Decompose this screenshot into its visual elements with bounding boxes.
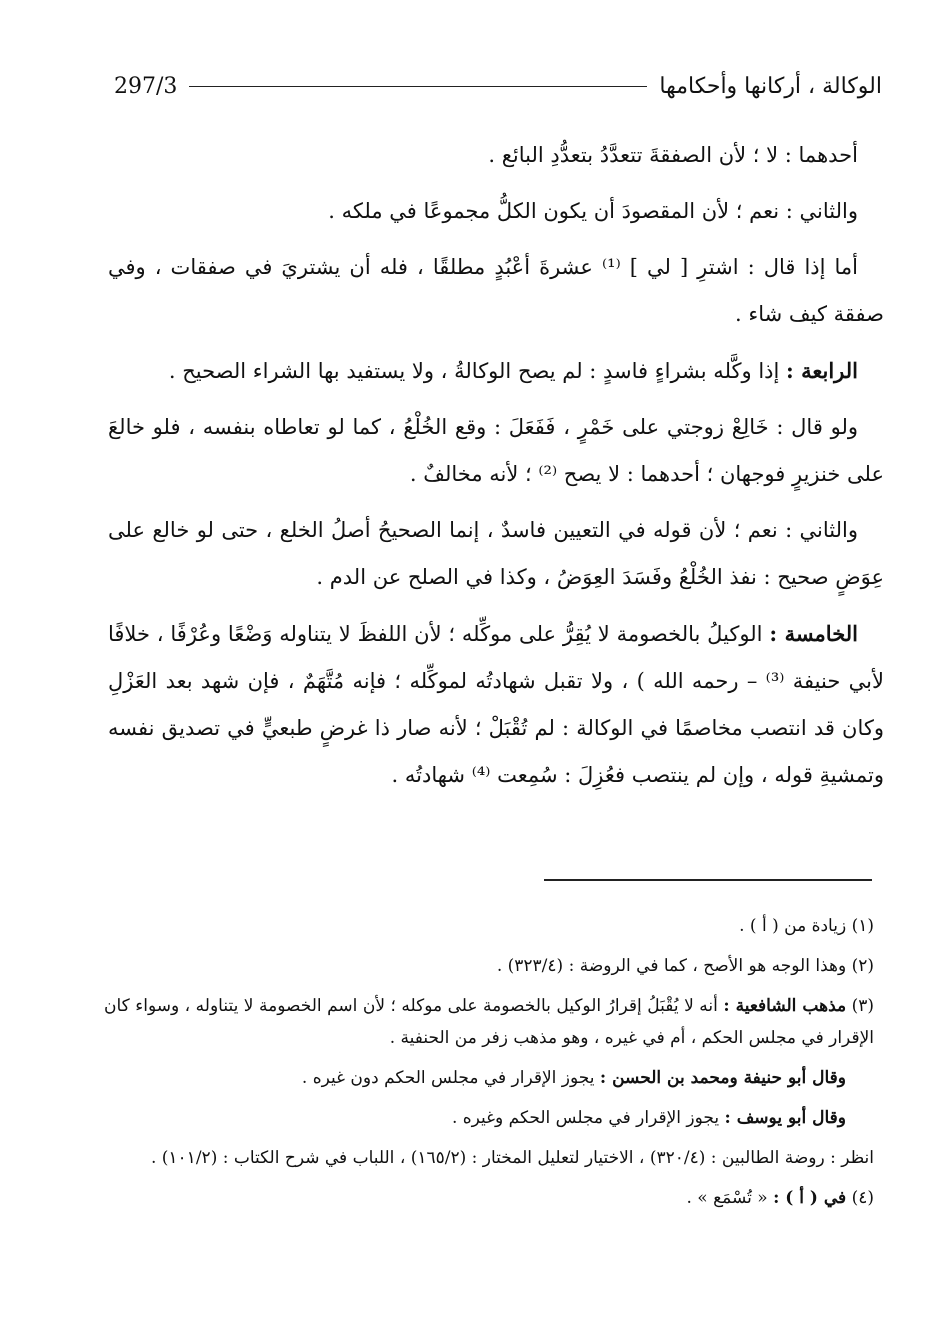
chapter-title: الوكالة ، أركانها وأحكامها (659, 73, 882, 99)
header-rule (189, 86, 647, 87)
footnote-4-number: (٤) (851, 1188, 874, 1208)
paragraph-ten-slaves: أما إذا قال : اشترِ [ لي ] ⁽¹⁾ عشرةَ أعْبُدٍ مطلقًا ، فله أن يشتريَ في صفقات ، وفي صفقة كيف شاء . (108, 255, 884, 326)
issue-heading-fifth: الخامسة : (769, 621, 858, 646)
paragraph-fourth-issue (108, 347, 884, 395)
footnote-4-heading: في ( أ ) : (773, 1188, 847, 1208)
paragraph-fifth-issue (108, 610, 884, 799)
footnote-3 (104, 990, 874, 1054)
footnote-3-hanafi (104, 1062, 874, 1094)
footnote-3-hanafi-text: يجوز الإقرار في مجلس الحكم دون غيره . (301, 1068, 595, 1088)
issue-text-fourth: إذا وكَّله بشراءٍ فاسدٍ : لم يصح الوكالةُ ، ولا يستفيد بها الشراء الصحيح . (168, 359, 780, 383)
footnote-3-text: أنه لا يُقْبَلُ إقرارُ الوكيل بالخصومة على موكله ؛ لأن اسم الخصومة لا يتناوله ، وسواء كان الإقرار في مجلس الحكم ، أم في غيره ، وهو مذهب زفر من الحنفية . (104, 996, 874, 1048)
page-number: 297/3 (114, 73, 178, 99)
footnote-3-abu-yusuf (104, 1102, 874, 1134)
running-header (114, 66, 882, 106)
footnote-3-number: (٣) (851, 996, 874, 1016)
issue-heading-fourth: الرابعة : (786, 358, 858, 383)
footnotes (104, 910, 874, 1222)
footnote-1: (١) زيادة من ( أ ) . (739, 916, 874, 936)
footnote-4 (104, 1182, 874, 1214)
paragraph-khul-second-view: والثاني : نعم ؛ لأن قوله في التعيين فاسدٌ ، إنما الصحيحُ أصلُ الخلع ، حتى لو خالع على عِوَضٍ صحيح : نفذ الخُلْعُ وفَسَدَ العِوَضُ ، وكذا في الصلح عن الدم . (108, 518, 884, 589)
main-text (108, 132, 884, 808)
footnote-3-heading: مذهب الشافعية : (723, 996, 847, 1016)
footnote-3-hanafi-heading: وقال أبو حنيفة ومحمد بن الحسن : (599, 1068, 846, 1088)
footnote-3-abu-yusuf-heading: وقال أبو يوسف : (724, 1108, 846, 1128)
footnote-3-abu-yusuf-text: يجوز الإقرار في مجلس الحكم وغيره . (451, 1108, 720, 1128)
footnote-separator (544, 879, 872, 881)
paragraph-second-view: والثاني : نعم ؛ لأن المقصودَ أن يكون الكلُّ مجموعًا في ملكه . (328, 199, 858, 223)
footnote-4-text: « تُسْمَع » . (686, 1188, 768, 1208)
issue-text-fifth: الوكيلُ بالخصومة لا يُقِرُّ على موكِّله ؛ لأن اللفظَ لا يتناوله وَضْعًا وعُرْفًا ، خلافًا لأبي حنيفة ⁽³⁾ – رحمه الله ) ، ولا تقبل شهادتُه لموكِّله ؛ فإنه مُتَّهَمٌ ، فإن شهد بعد العَزْلِ وكان قد انتصب مخاصمًا في الوكالة : لم تُقْبَلْ ؛ لأنه صار ذا غرضٍ طبعيٍّ في تصديق نفسه وتمشيةِ قوله ، وإن لم ينتصب فعُزِلَ : سُمِعت ⁽⁴⁾ شهادتُه . (108, 622, 885, 787)
paragraph-first-view: أحدهما : لا ؛ لأن الصفقةَ تتعدَّدُ بتعدُّدِ البائع . (488, 143, 858, 167)
footnote-2: (٢) وهذا الوجه هو الأصح ، كما في الروضة : (٣٢٣/٤) . (496, 956, 874, 976)
footnote-3-references: انظر : روضة الطالبين : (٣٢٠/٤) ، الاختيار لتعليل المختار : (١٦٥/٢) ، اللباب في شرح الكتاب : (١٠١/٢) . (150, 1148, 874, 1168)
paragraph-khul-wine: ولو قال : خَالِعْ زوجتي على خَمْرٍ ، فَفَعَلَ : وقع الخُلْعُ ، كما لو تعاطاه بنفسه ، فلو خالعَ على خنزيرٍ فوجهان ؛ أحدهما : لا يصح ⁽²⁾ ؛ لأنه مخالفٌ . (108, 415, 884, 486)
